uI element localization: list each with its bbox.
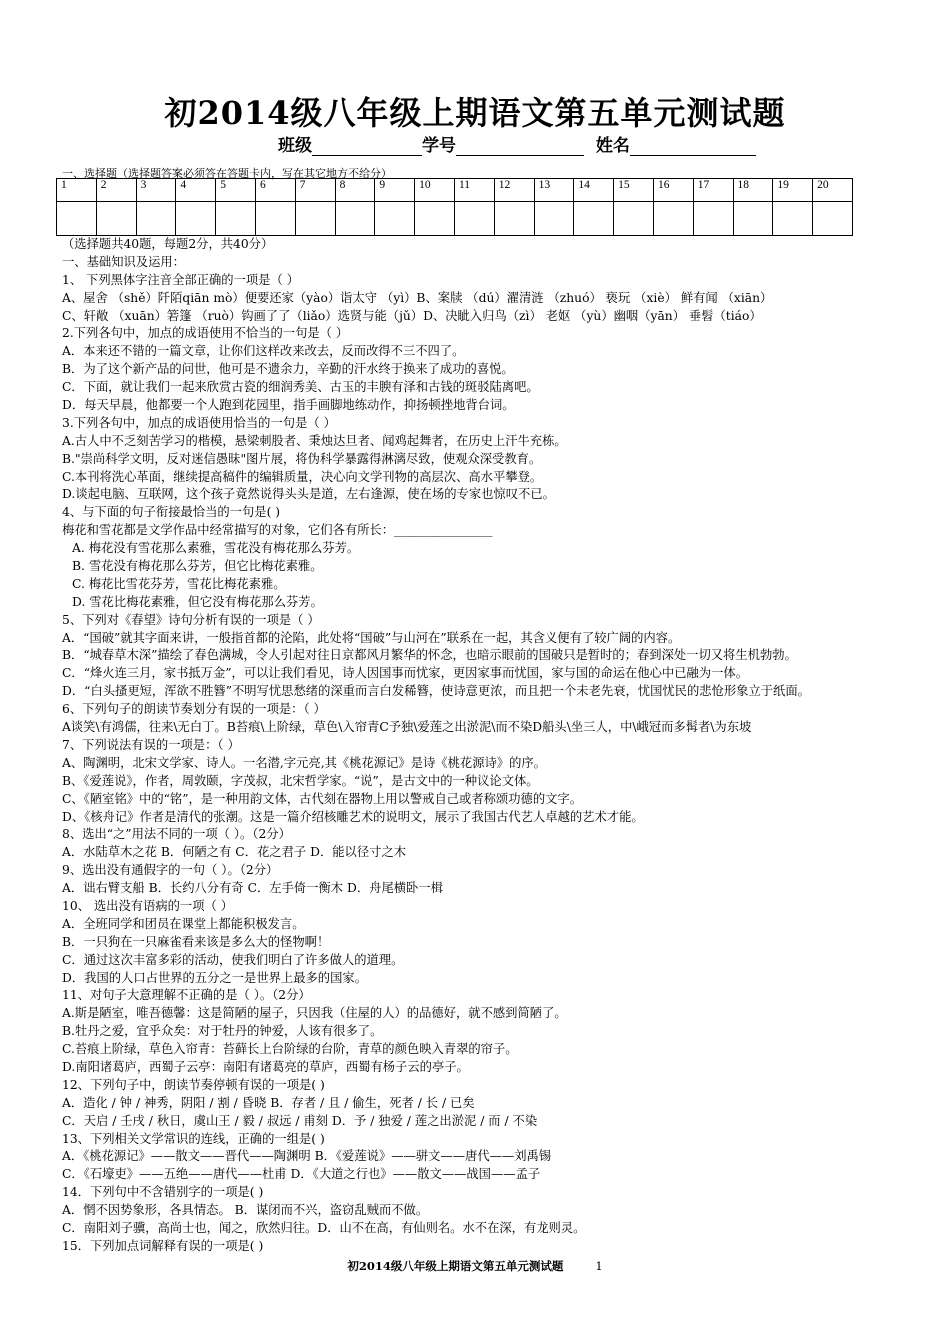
answer-grid-number: 16 xyxy=(653,179,693,202)
answer-cell[interactable] xyxy=(57,202,97,236)
text-line: C、轩敞 （xuān）箬篷 （ruò）钩画了了（liǎo）选贤与能（jǔ）D、决眦入归鸟（zì） 老妪 （yù）幽咽（yān） 垂髫（tiáo） xyxy=(62,308,762,323)
text-line: B．一只狗在一只麻雀看来该是多么大的怪物啊！ xyxy=(62,934,330,949)
text-line: A．本来还不错的一篇文章，让你们这样改来改去，反而改得不三不四了。 xyxy=(62,344,465,359)
text-line: B、《爱莲说》，作者，周敦颐，字茂叔，北宋哲学家。“说”，是古文中的一种议论文体。 xyxy=(62,773,539,788)
text-line: C、《陋室铭》中的“铭”，是一种用韵文体，古代刻在器物上用以警戒自己或者称颂功德的文字。 xyxy=(62,791,583,806)
answer-cell[interactable] xyxy=(773,202,813,236)
answer-cell[interactable] xyxy=(96,202,136,236)
text-line: A．《桃花源记》——散文——晋代——陶渊明 B．《爱莲说》——骈文——唐代——刘禹锡 xyxy=(62,1149,552,1164)
text-line: D．我国的人口占世界的五分之一是世界上最多的国家。 xyxy=(62,970,367,985)
text-line: A.斯是陋室，唯吾德馨：这是简陋的屋子，只因我（住屋的人）的品德好，就不感到简陋了。 xyxy=(62,1006,567,1021)
answer-grid-number: 3 xyxy=(136,179,176,202)
answer-cell[interactable] xyxy=(255,202,295,236)
text-line: D. 雪花比梅花素雅，但它没有梅花那么芬芳。 xyxy=(72,594,323,609)
answer-cell[interactable] xyxy=(375,202,415,236)
answer-cell[interactable] xyxy=(614,202,654,236)
text-line: A. 梅花没有雪花那么素雅，雪花没有梅花那么芬芳。 xyxy=(72,541,360,556)
text-line: 13、下列相关文学常识的连线，正确的一组是( ) xyxy=(62,1131,325,1146)
text-line: B. 雪花没有梅花那么芬芳，但它比梅花素雅。 xyxy=(72,559,323,574)
answer-grid-number: 15 xyxy=(614,179,654,202)
page-number: 1 xyxy=(595,1259,603,1273)
answer-grid-number: 7 xyxy=(295,179,335,202)
answer-grid-number: 20 xyxy=(813,179,853,202)
text-line: C. 梅花比雪花芬芳，雪花比梅花素雅。 xyxy=(72,576,286,591)
answer-grid-number: 11 xyxy=(454,179,494,202)
text-line: A．“国破”就其字面来讲，一般指首都的沦陷，此处将“国破”与山河在”联系在一起，其含义便有了较广阔的内容。 xyxy=(62,630,681,645)
number-label: 学号 xyxy=(422,136,456,156)
text-line: （选择题共40题，每题2分，共40分） xyxy=(62,237,274,251)
class-field[interactable] xyxy=(312,137,422,156)
text-line: A.古人中不乏刻苦学习的楷模，悬梁刺股者、秉烛达旦者、闻鸡起舞者，在历史上汗牛充栋。 xyxy=(62,433,567,448)
text-line: A．诎右臂支船 B．长约八分有奇 C．左手倚一衡木 D．舟尾横卧一楫 xyxy=(62,881,443,896)
answer-grid-note: 一、选择题（选择题答案必须答在答题卡内，写在其它地方不给分） xyxy=(62,167,392,180)
student-info xyxy=(278,131,756,156)
text-line: C．下面，就让我们一起来欣赏古瓷的细润秀美、古玉的丰腴有泽和古钱的斑驳陆离吧。 xyxy=(62,380,539,395)
text-line: A．水陆草木之花 B．何陋之有 C．花之君子 D．能以径寸之木 xyxy=(62,845,407,860)
text-line: D.谈起电脑、互联网，这个孩子竟然说得头头是道，左右逢源，使在场的专家也惊叹不已。 xyxy=(62,487,555,502)
answer-cell[interactable] xyxy=(813,202,853,236)
text-line: A．惘不因势象形，各具情态。 B．谋闭而不兴，盗窃乱贼而不做。 xyxy=(62,1203,429,1218)
page-title: 初2014级八年级上期语文第五单元测试题 xyxy=(164,94,786,132)
answer-grid-number: 4 xyxy=(176,179,216,202)
answer-grid-number: 13 xyxy=(534,179,574,202)
text-line: D．每天早晨，他都要一个人跑到花园里，指手画脚地练动作，抑扬顿挫地背台词。 xyxy=(62,398,515,413)
answer-cell[interactable] xyxy=(733,202,773,236)
text-line: 10、 选出没有语病的一项（ ） xyxy=(62,898,234,913)
answer-cell[interactable] xyxy=(653,202,693,236)
text-line: 4、与下面的句子衔接最恰当的一句是( ) xyxy=(62,505,281,520)
answer-cell[interactable] xyxy=(454,202,494,236)
text-line: 梅花和雪花都是文学作品中经常描写的对象，它们各有所长：________________ xyxy=(62,523,493,538)
text-line: C.苔痕上阶绿，草色入帘青：苔藓长上台阶绿的台阶，青草的颜色映入青翠的帘子。 xyxy=(62,1042,518,1057)
text-line: 1、 下列黑体字注音全部正确的一项是（ ） xyxy=(62,272,299,287)
answer-cell[interactable] xyxy=(176,202,216,236)
text-line: 2.下列各句中，加点的成语使用不恰当的一句是（ ） xyxy=(62,326,349,341)
answer-cell[interactable] xyxy=(574,202,614,236)
name-label: 姓名 xyxy=(595,136,630,156)
answer-grid-number: 9 xyxy=(375,179,415,202)
text-line: 14．下列句中不含错别字的一项是( ) xyxy=(62,1185,264,1200)
text-line: D．“白头搔更短，浑欲不胜簪”不明写忧思愁绪的深重而言白发稀簪，使诗意更浓，而且把一个未老先衰，忧国忧民的悲怆形象立于纸面。 xyxy=(62,684,810,699)
answer-grid-number: 6 xyxy=(255,179,295,202)
text-line: D、《核舟记》作者是清代的张潮。这是一篇介绍核雕艺术的说明文，展示了我国古代艺人卓越的艺术才能。 xyxy=(62,809,644,824)
footer-title: 初2014级八年级上期语文第五单元测试题 xyxy=(347,1259,564,1273)
answer-grid-number: 18 xyxy=(733,179,773,202)
answer-grid-number: 17 xyxy=(693,179,733,202)
text-line: B.牡丹之爱，宜乎众矣：对于牡丹的钟爱，人该有很多了。 xyxy=(62,1024,383,1039)
answer-grid xyxy=(56,178,853,236)
answer-grid-number: 5 xyxy=(216,179,256,202)
answer-cell[interactable] xyxy=(295,202,335,236)
text-line: 3.下列各句中，加点的成语使用恰当的一句是（ ） xyxy=(62,415,336,430)
answer-grid-number: 12 xyxy=(494,179,534,202)
question-body xyxy=(62,236,902,1256)
text-line: 6、下列句子的朗读节奏划分有误的一项是：（ ） xyxy=(62,702,326,717)
answer-grid-number: 14 xyxy=(574,179,614,202)
text-line: B．“城春草木深”描绘了春色满城，令人引起对往日京都风月繁华的怀念，也暗示眼前的国破只是暂时的；春到深处一切又将生机勃勃。 xyxy=(62,648,797,663)
text-line: C．天启 / 壬戌 / 秋日，虞山王 / 毅 / 叔远 / 甫刻 D．予 / 独爱 / 莲之出淤泥 / 而 / 不染 xyxy=(62,1113,538,1128)
answer-cell[interactable] xyxy=(534,202,574,236)
text-line: C．“烽火连三月，家书抵万金”，可以让我们看见，诗人因国事而忧家，更因家事而忧国，家与国的命运在他心中已融为一体。 xyxy=(62,666,749,681)
text-line: 8、选出“之”用法不同的一项（ ）。（2分） xyxy=(62,827,291,842)
text-line: C．通过这次丰富多彩的活动，使我们明白了许多做人的道理。 xyxy=(62,952,404,967)
answer-cell[interactable] xyxy=(415,202,455,236)
text-line: B."崇尚科学文明，反对迷信愚昧"图片展，将伪科学暴露得淋漓尽致，使观众深受教育。 xyxy=(62,451,542,466)
answer-grid-number: 19 xyxy=(773,179,813,202)
answer-grid-number: 2 xyxy=(96,179,136,202)
text-line: 12、下列句子中，朗读节奏停顿有误的一项是( ) xyxy=(62,1077,325,1092)
text-line: 15．下列加点词解释有误的一项是( ) xyxy=(62,1238,264,1253)
answer-cell[interactable] xyxy=(693,202,733,236)
answer-cell[interactable] xyxy=(136,202,176,236)
class-label: 班级 xyxy=(278,136,312,156)
answer-grid-number: 8 xyxy=(335,179,375,202)
text-line: A．造化 / 钟 / 神秀，阴阳 / 割 / 昏晓 B．存者 / 且 / 偷生，死者 / 长 / 已矣 xyxy=(62,1095,475,1110)
text-line: 5、下列对《春望》诗句分析有误的一项是（ ） xyxy=(62,612,320,627)
text-line: C．《石壕吏》——五绝——唐代——杜甫 D．《大道之行也》——散文——战国——孟子 xyxy=(62,1167,541,1182)
text-line: C.本刊将洗心革面，继续提高稿件的编辑质量，决心向文学刊物的高层次、高水平攀登。 xyxy=(62,469,543,484)
text-line: 11、对句子大意理解不正确的是（ ）。（2分） xyxy=(62,988,311,1003)
text-line: A．全班同学和团员在课堂上都能积极发言。 xyxy=(62,916,305,931)
text-line: A谈笑\有鸿儒，往来\无白丁。B苔痕\上阶绿，草色\入帘青C予独\爱莲之出淤泥\而不染D船头\坐三人，中\峨冠而多髯者\为东坡 xyxy=(62,720,752,735)
text-line: C．南阳刘子骥，高尚士也，闻之，欣然归往。D．山不在高，有仙则名。水不在深，有龙则灵。 xyxy=(62,1220,586,1235)
text-line: A、屋舍 （shě）阡陌qiān mò）便要还家（yào）诣太守 （yì）B、案牍 （dú）濯清涟 （zhuó） 亵玩 （xiè） 鲜有闻 （xiān） xyxy=(62,290,773,305)
answer-cell[interactable] xyxy=(494,202,534,236)
answer-grid-number: 10 xyxy=(415,179,455,202)
text-line: 7、下列说法有误的一项是：（ ） xyxy=(62,737,240,752)
text-line: D.南阳诸葛庐，西蜀子云亭：南阳有诸葛亮的草庐，西蜀有杨子云的亭子。 xyxy=(62,1059,469,1074)
text-line: A、陶渊明，北宋文学家、诗人。一名潜,字元亮,其《桃花源记》是诗《桃花源诗》的序。 xyxy=(62,755,546,770)
answer-cell[interactable] xyxy=(335,202,375,236)
text-line: 一、基础知识及运用： xyxy=(62,254,185,269)
text-line: 9、选出没有通假字的一句（ ）。（2分） xyxy=(62,863,279,878)
page-footer xyxy=(0,1258,950,1274)
name-field[interactable] xyxy=(630,137,756,156)
text-line: B．为了这个新产品的问世，他可是不遗余力，辛勤的汗水终于换来了成功的喜悦。 xyxy=(62,362,514,377)
answer-grid-number: 1 xyxy=(57,179,97,202)
answer-cell[interactable] xyxy=(216,202,256,236)
number-field[interactable] xyxy=(456,137,584,156)
